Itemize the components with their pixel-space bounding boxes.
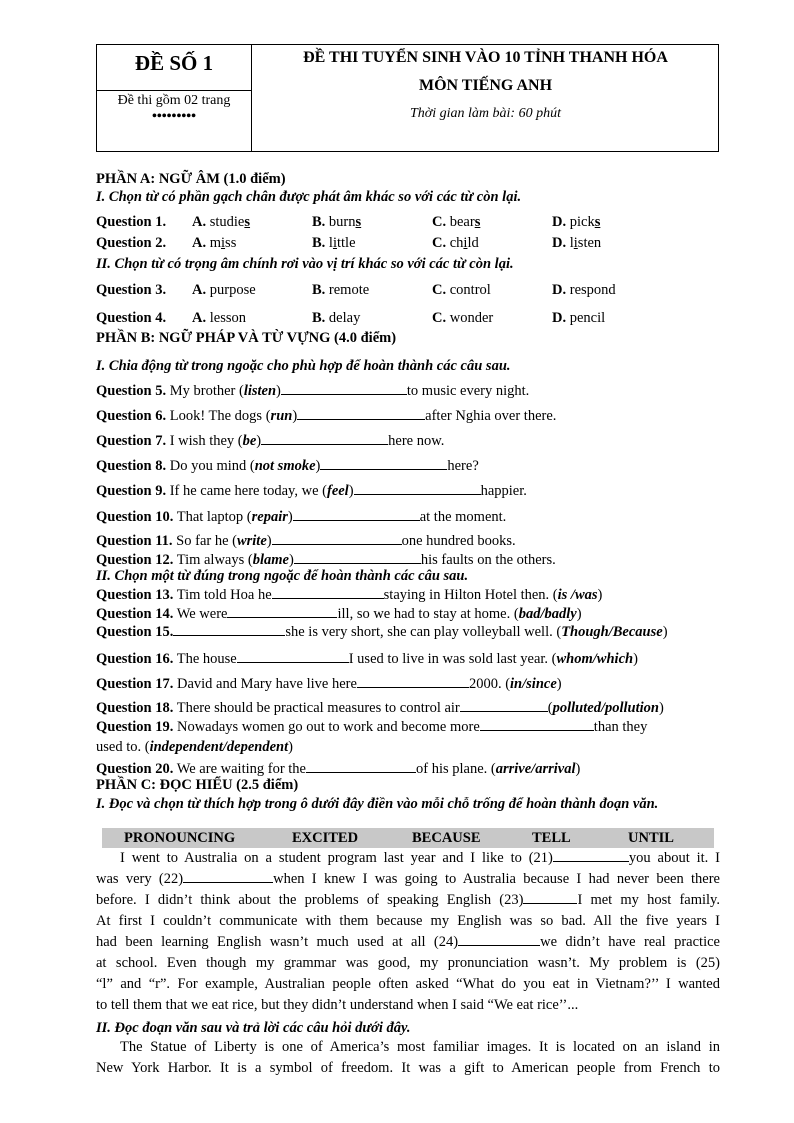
pages-note: Đề thi gồm 02 trang xyxy=(117,93,231,108)
question-18: Question 18. There should be practical measures to control air (polluted/pollution) xyxy=(96,700,664,716)
reading-passage-1 xyxy=(96,848,720,1016)
option-d: D. pencil xyxy=(552,310,606,326)
word-bank-item: EXCITED xyxy=(292,830,359,846)
part-a-section-2: II. Chọn từ có trọng âm chính rơi vào vị trí khác so với các từ còn lại. xyxy=(96,256,514,272)
exam-id-box xyxy=(97,45,252,151)
question-10: Question 10. That laptop (repair) at the moment. xyxy=(96,509,507,525)
part-b-title: PHẦN B: NGỮ PHÁP VÀ TỪ VỰNG (4.0 điểm) xyxy=(96,330,397,346)
passage-line: at school. Even though my grammar was good, my pronunciation wasn’t. My problem is (25) xyxy=(96,955,720,971)
answer-blank[interactable] xyxy=(357,674,469,688)
question-label: Question 2. xyxy=(96,235,167,251)
word-bank-item: TELL xyxy=(532,830,571,846)
exam-title: ĐỀ THI TUYỂN SINH VÀO 10 TỈNH THANH HÓA xyxy=(303,49,668,66)
passage-line: before. I didn’t think about the problems of speaking English (23) I met my host family. xyxy=(96,892,720,908)
answer-blank[interactable] xyxy=(523,890,577,904)
answer-blank[interactable] xyxy=(306,759,416,773)
part-a-section-1: I. Chọn từ có phần gạch chân được phát âm khác so với các từ còn lại. xyxy=(96,189,522,205)
question-label: Question 1. xyxy=(96,214,167,230)
answer-blank[interactable] xyxy=(183,869,273,883)
answer-blank[interactable] xyxy=(458,932,540,946)
question-6: Question 6. Look! The dogs (run) after Nghia over there. xyxy=(96,408,557,424)
answer-blank[interactable] xyxy=(261,431,388,445)
exam-time: Thời gian làm bài: 60 phút xyxy=(410,106,561,121)
option-a: A. miss xyxy=(192,235,237,251)
question-20: Question 20. We are waiting for the of his plane. (arrive/arrival) xyxy=(96,761,581,777)
exam-title-box xyxy=(252,45,719,151)
option-a: A. studies xyxy=(192,214,251,230)
option-b: B. burns xyxy=(312,214,362,230)
answer-blank[interactable] xyxy=(294,550,421,564)
question-7: Question 7. I wish they (be) here now. xyxy=(96,433,445,449)
option-b: B. remote xyxy=(312,282,370,298)
question-16: Question 16. The house I used to live in was sold last year. (whom/which) xyxy=(96,651,638,667)
passage-line: New York Harbor. It is a symbol of freedom. It was a gift to American people from French to xyxy=(96,1060,720,1076)
part-c-title: PHẦN C: ĐỌC HIỂU (2.5 điểm) xyxy=(96,777,299,793)
passage-line: had been learning English wasn’t much used at all (24) we didn’t have real practice xyxy=(96,934,720,950)
option-c: C. control xyxy=(432,282,491,298)
passage-line: to tell them that we eat rice, but they didn’t understand when I said “We eat rice’’... xyxy=(96,997,579,1013)
question-19: Question 19. Nowadays women go out to work and become more than they xyxy=(96,719,648,735)
answer-blank[interactable] xyxy=(227,604,337,618)
part-b-section-1: I. Chia động từ trong ngoặc cho phù hợp để hoàn thành các câu sau. xyxy=(96,358,511,374)
question-8: Question 8. Do you mind (not smoke) here? xyxy=(96,458,479,474)
answer-blank[interactable] xyxy=(272,531,402,545)
exam-header xyxy=(96,44,719,152)
word-bank-item: BECAUSE xyxy=(412,830,481,846)
answer-blank[interactable] xyxy=(480,717,594,731)
option-d: D. respond xyxy=(552,282,616,298)
passage-line: was very (22) when I knew I was going to Australia because I had never been there xyxy=(96,871,720,887)
option-c: C. child xyxy=(432,235,479,251)
answer-blank[interactable] xyxy=(297,406,425,420)
part-a-title: PHẦN A: NGỮ ÂM (1.0 điểm) xyxy=(96,171,286,187)
question-15: Question 15. she is very short, she can play volleyball well. (Though/Because) xyxy=(96,624,668,640)
option-a: A. purpose xyxy=(192,282,256,298)
exam-subject: MÔN TIẾNG ANH xyxy=(418,77,553,94)
word-bank-item: UNTIL xyxy=(628,830,674,846)
passage-line: “l” and “r”. For example, Australian people often asked “What do you eat in Vietnam?’’ I wanted xyxy=(96,976,720,992)
answer-blank[interactable] xyxy=(460,698,548,712)
question-5: Question 5. My brother (listen) to music every night. xyxy=(96,383,530,399)
question-14: Question 14. We were ill, so we had to stay at home. (bad/badly) xyxy=(96,606,582,622)
question-9: Question 9. If he came here today, we (feel) happier. xyxy=(96,483,527,499)
answer-blank[interactable] xyxy=(237,649,349,663)
answer-blank[interactable] xyxy=(354,481,481,495)
option-d: D. listen xyxy=(552,235,602,251)
option-c: C. wonder xyxy=(432,310,494,326)
question-19-continued: used to. (independent/dependent) xyxy=(96,739,293,755)
question-17: Question 17. David and Mary have live here 2000. (in/since) xyxy=(96,676,562,692)
answer-blank[interactable] xyxy=(553,848,629,862)
part-b-section-2: II. Chọn một từ đúng trong ngoặc để hoàn thành các câu sau. xyxy=(96,568,469,584)
reading-passage-2 xyxy=(96,1037,720,1079)
passage-line: At first I couldn’t communicate with them because my English was so bad. All the five years I xyxy=(96,913,720,929)
word-bank xyxy=(102,828,714,848)
answer-blank[interactable] xyxy=(173,622,285,636)
exam-number: ĐỀ SỐ 1 xyxy=(97,45,251,91)
question-11: Question 11. So far he (write) one hundred books. xyxy=(96,533,516,549)
option-a: A. lesson xyxy=(192,310,246,326)
option-b: B. little xyxy=(312,235,356,251)
option-c: C. bears xyxy=(432,214,481,230)
dots-divider: ••••••••• xyxy=(151,109,197,124)
answer-blank[interactable] xyxy=(281,381,407,395)
passage-line: I went to Australia on a student program last year and I like to (21) you about it. I xyxy=(120,850,720,866)
answer-blank[interactable] xyxy=(272,585,384,599)
passage-line: The Statue of Liberty is one of America’s most familiar images. It is located on an island in xyxy=(120,1039,720,1055)
option-d: D. picks xyxy=(552,214,601,230)
answer-blank[interactable] xyxy=(293,507,420,521)
part-c-section-1: I. Đọc và chọn từ thích hợp trong ô dưới đây điền vào mỗi chỗ trống để hoàn thành đoạn văn. xyxy=(96,796,659,812)
question-12: Question 12. Tim always (blame) his faults on the others. xyxy=(96,552,556,568)
option-b: B. delay xyxy=(312,310,361,326)
question-13: Question 13. Tim told Hoa he staying in Hilton Hotel then. (is /was) xyxy=(96,587,603,603)
word-bank-item: PRONOUNCING xyxy=(124,830,236,846)
part-c-section-2: II. Đọc đoạn văn sau và trả lời các câu hỏi dưới đây. xyxy=(96,1020,411,1036)
answer-blank[interactable] xyxy=(320,456,447,470)
